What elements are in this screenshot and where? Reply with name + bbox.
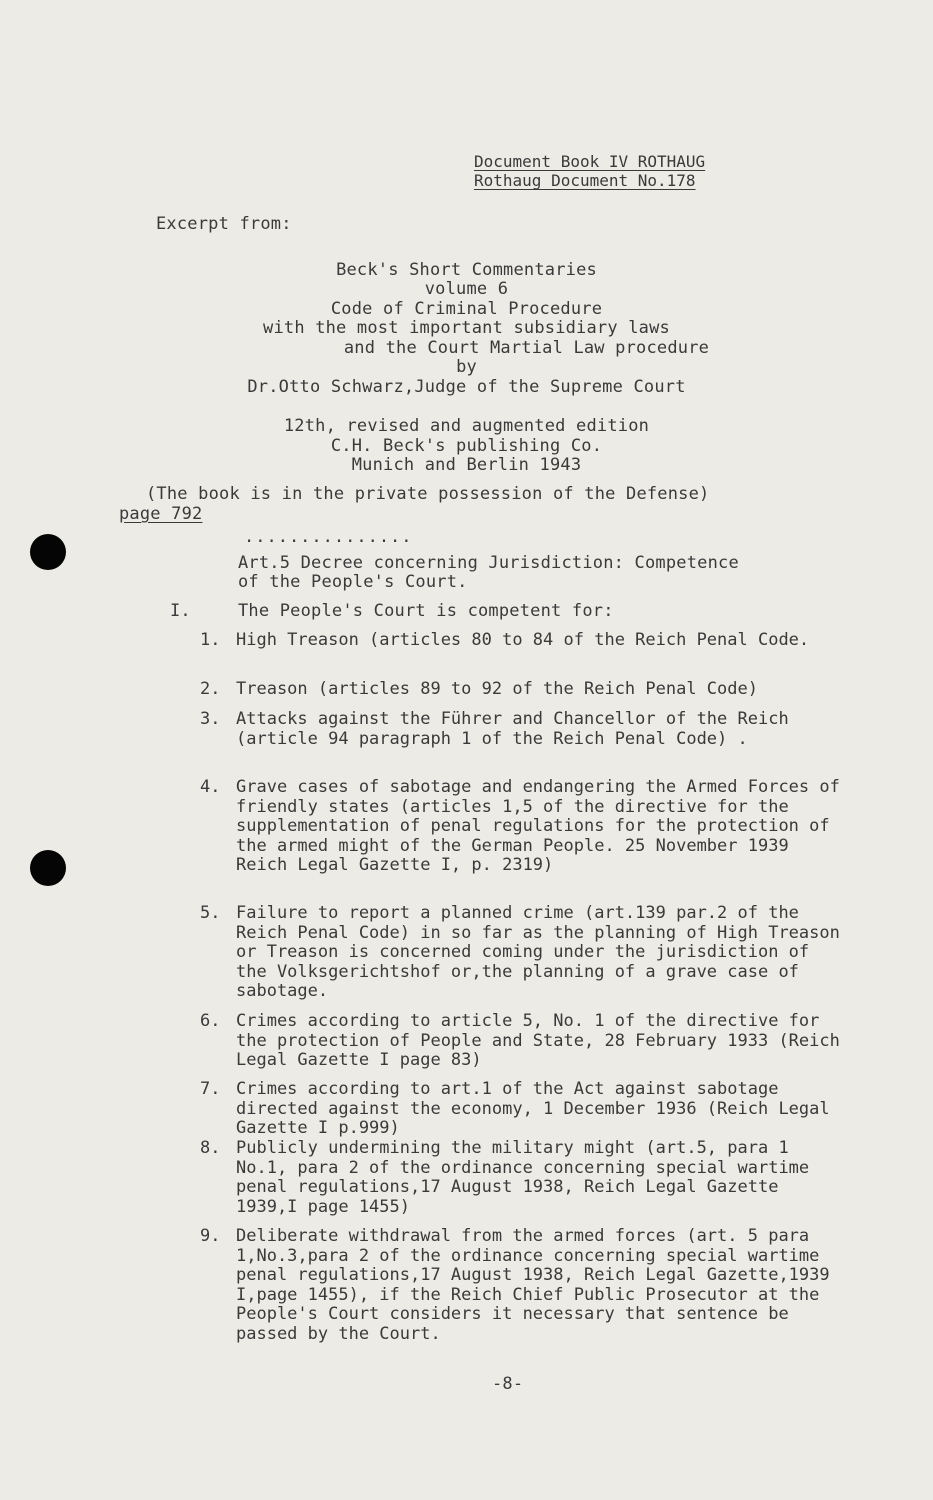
punch-hole-top [30, 534, 66, 570]
section-intro: The People's Court is competent for: [238, 601, 614, 621]
article-title-line2: of the People's Court. [238, 572, 468, 592]
list-item-text: Treason (articles 89 to 92 of the Reich Penal Code) [236, 679, 758, 699]
possession-note: (The book is in the private possession of the Defense) [146, 484, 710, 504]
list-item-text: Crimes according to article 5, No. 1 of the directive for the protection of People and State, 28 February 1933 (Reich Legal Gazette I page 83) [236, 1011, 840, 1070]
book-and-line: and the Court Martial Law procedure [343, 338, 710, 358]
list-item-number: 6. [200, 1011, 221, 1031]
book-with-line: with the most important subsidiary laws [263, 318, 670, 338]
rothaug-document-line: Rothaug Document No.178 [474, 171, 696, 190]
list-item-number: 4. [200, 777, 221, 797]
list-item-text: High Treason (articles 80 to 84 of the Reich Penal Code. [236, 630, 810, 650]
book-title: Beck's Short Commentaries [336, 260, 597, 280]
list-item-text: Grave cases of sabotage and endangering the Armed Forces of friendly states (articles 1,5 of the directive for the supplementation of penal regulations for the protection of the armed might of the German People. 25 November 1939 Reich Legal Gazette I, p. 2319) [236, 777, 840, 875]
document-reference [474, 152, 705, 190]
article-title-line1: Art.5 Decree concerning Jurisdiction: Competence [238, 553, 739, 573]
book-place: Munich and Berlin 1943 [351, 455, 582, 475]
page-number: -8- [492, 1374, 524, 1394]
list-item-text: Publicly undermining the military might (art.5, para 1 No.1, para 2 of the ordinance concerning special wartime penal regulations,17 August 1938, Reich Legal Gazette 1939,I page 1455) [236, 1138, 810, 1217]
list-item-number: 7. [200, 1079, 221, 1099]
list-item-number: 5. [200, 903, 221, 923]
section-numeral: I. [170, 601, 191, 621]
list-item-text: Deliberate withdrawal from the armed forces (art. 5 para 1,No.3,para 2 of the ordinance concerning special wartime penal regulations,17 August 1938, Reich Legal Gazette,1939 I,page 1455), if the Reich Chief Public Prosecutor at the People's Court considers it necessary that sentence be passed by the Court. [236, 1226, 830, 1344]
dotted-separator: ............... [244, 527, 413, 547]
book-edition: 12th, revised and augmented edition [283, 416, 650, 436]
list-item-number: 2. [200, 679, 221, 699]
list-item-text: Attacks against the Führer and Chancellor of the Reich (article 94 paragraph 1 of the Reich Penal Code) . [236, 709, 789, 749]
list-item-number: 3. [200, 709, 221, 729]
book-volume: volume 6 [424, 279, 509, 299]
book-author: Dr.Otto Schwarz,Judge of the Supreme Court [247, 377, 686, 397]
document-book-line: Document Book IV ROTHAUG [474, 152, 706, 171]
punch-hole-bottom [30, 850, 66, 886]
book-by: by [456, 357, 477, 377]
list-item-number: 9. [200, 1226, 221, 1246]
list-item-number: 8. [200, 1138, 221, 1158]
book-publisher: C.H. Beck's publishing Co. [330, 436, 603, 456]
list-item-text: Failure to report a planned crime (art.139 par.2 of the Reich Penal Code) in so far as the planning of High Treason or Treason is concerned coming under the jurisdiction of the Volksgerichtshof or,the planning of a grave case of sabotage. [236, 903, 840, 1001]
page-reference: page 792 [119, 504, 203, 524]
book-subtitle: Code of Criminal Procedure [330, 299, 603, 319]
list-item-text: Crimes according to art.1 of the Act against sabotage directed against the economy, 1 December 1936 (Reich Legal Gazette I p.999) [236, 1079, 830, 1138]
excerpt-label: Excerpt from: [156, 214, 292, 234]
list-item-number: 1. [200, 630, 221, 650]
